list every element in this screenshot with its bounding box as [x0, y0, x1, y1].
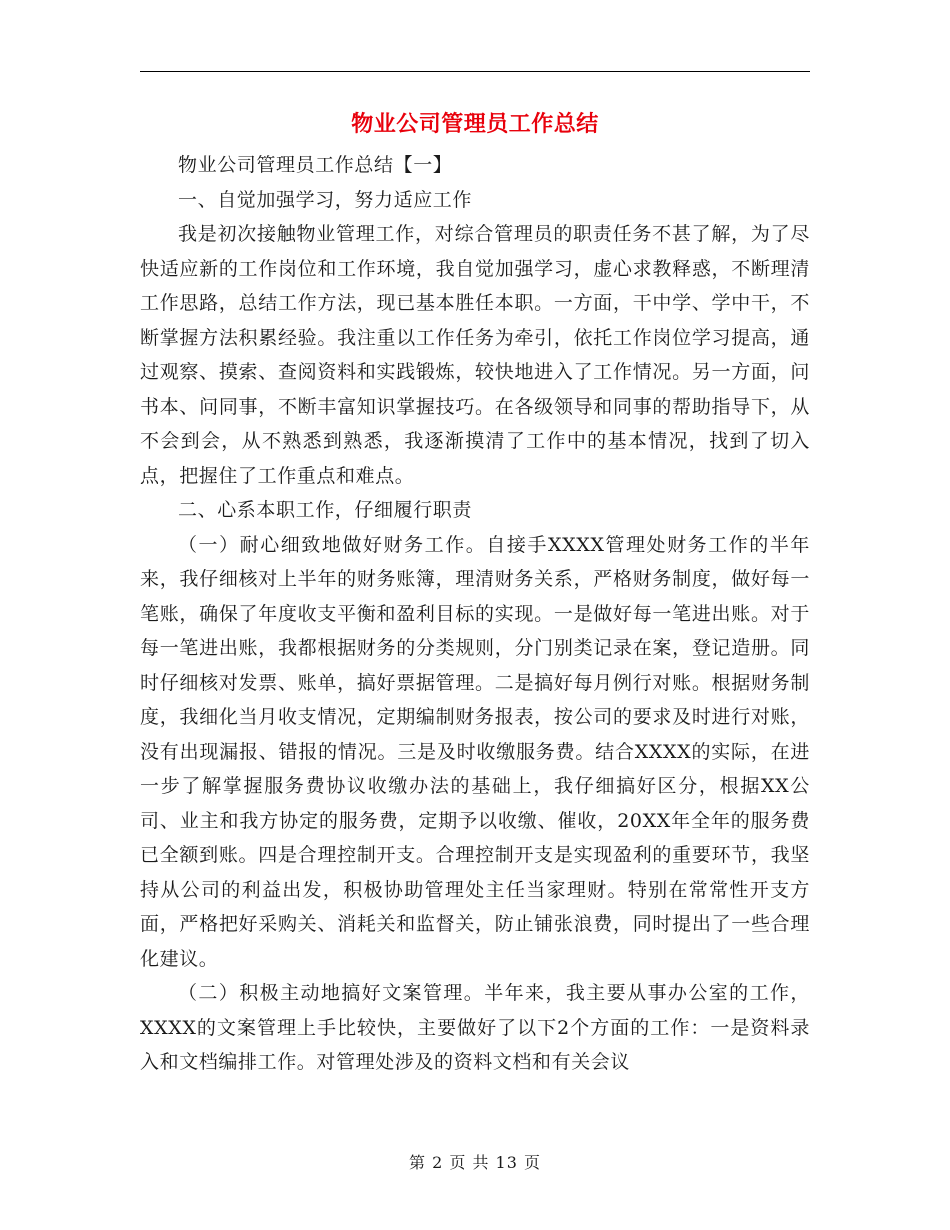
paragraph-study: 我是初次接触物业管理工作，对综合管理员的职责任务不甚了解，为了尽快适应新的工作岗位和工作环境，我自觉加强学习，虚心求教释惑，不断理清工作思路，总结工作方法，现已基本胜任本职。一方面，干中学、学中干，不断掌握方法积累经验。我注重以工作任务为牵引，依托工作岗位学习提高，通过观察、摸索、查阅资料和实践锻炼，较快地进入了工作情况。另一方面，问书本、问同事，不断丰富知识掌握技巧。在各级领导和同事的帮助指导下，从不会到会，从不熟悉到熟悉，我逐渐摸清了工作中的基本情况，找到了切入点，把握住了工作重点和难点。 [140, 223, 810, 487]
page-number-footer: 第 2 页 共 13 页 [409, 1153, 541, 1172]
document-title: 物业公司管理员工作总结 [351, 111, 599, 137]
paragraph-finance: （一）耐心细致地做好财务工作。自接手XXXX管理处财务工作的半年来，我仔细核对上半年的财务账簿，理清财务关系，严格财务制度，做好每一笔账，确保了年度收支平衡和盈利目标的实现。一是做好每一笔进出账。对于每一笔进出账，我都根据财务的分类规则，分门别类记录在案，登记造册。同时仔细核对发票、账单，搞好票据管理。二是搞好每月例行对账。根据财务制度，我细化当月收支情况，定期编制财务报表，按公司的要求及时进行对账，没有出现漏报、错报的情况。三是及时收缴服务费。结合XXXX的实际，在进一步了解掌握服务费协议收缴办法的基础上，我仔细搞好区分，根据XX公司、业主和我方协定的服务费，定期予以收缴、催收，20XX年全年的服务费已全额到账。四是合理控制开支。合理控制开支是实现盈利的重要环节，我坚持从公司的利益出发，积极协助管理处主任当家理财。特别在常常性开支方面，严格把好采购关、消耗关和监督关，防止铺张浪费，同时提出了一些合理化建议。 [140, 533, 810, 970]
heading-duties: 二、心系本职工作，仔细履行职责 [178, 499, 473, 521]
section-heading-part-one: 物业公司管理员工作总结【一】 [178, 154, 453, 176]
header-rule [140, 71, 810, 72]
document-body [140, 148, 810, 1080]
heading-study: 一、自觉加强学习，努力适应工作 [178, 188, 473, 211]
paragraph-documents: （二）积极主动地搞好文案管理。半年来，我主要从事办公室的工作，XXXX的文案管理上手比较快，主要做好了以下2个方面的工作：一是资料录入和文档编排工作。对管理处涉及的资料文档和有关会议 [140, 982, 810, 1073]
